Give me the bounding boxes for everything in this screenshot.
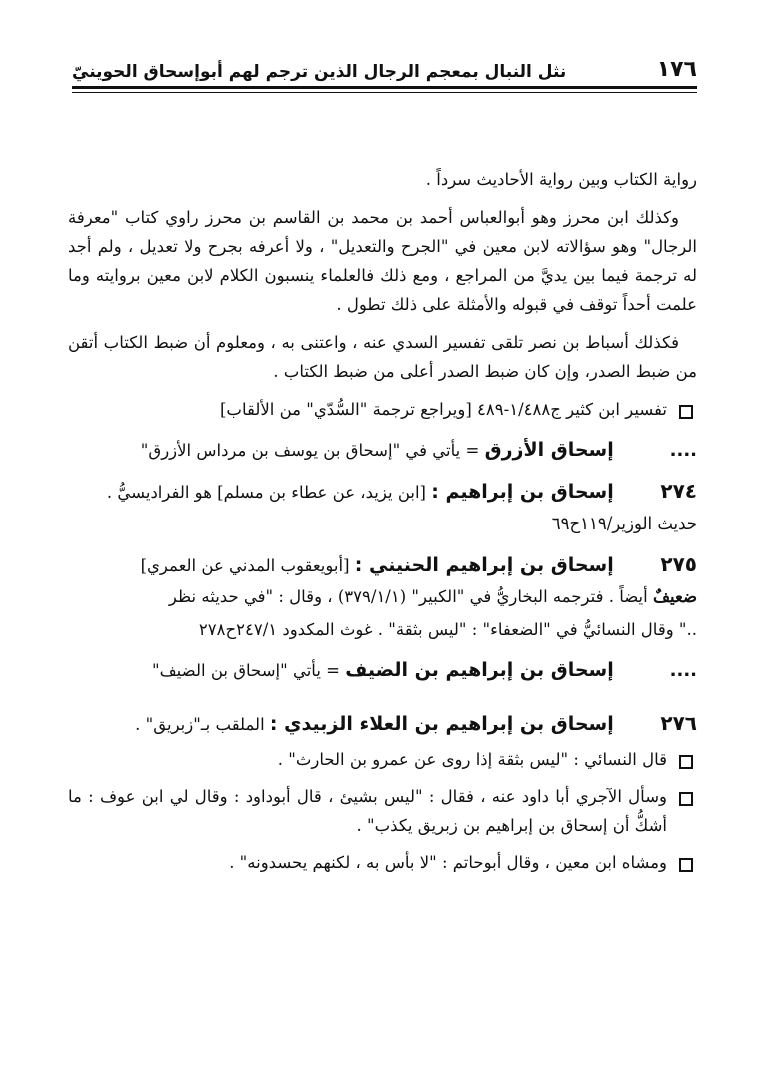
reference-bullet bbox=[68, 395, 697, 424]
biography-entry-276 bbox=[68, 709, 697, 739]
entry-number: ٢٧٤ bbox=[660, 479, 697, 503]
entry-text: [ابن يزيد، عن عطاء بن مسلم] هو الفراديسيُّ . bbox=[106, 483, 426, 502]
running-title: نثل النبال بمعجم الرجال الذين ترجم لهم أبوإسحاق الحوينيّ bbox=[72, 62, 567, 82]
square-bullet-icon bbox=[679, 792, 693, 806]
paragraph: فكذلك أسباط بن نصر تلقى تفسير السدي عنه ، واعتنى به ، ومعلوم أن ضبط الكتاب أتقن من ضبط الصدر، وإن كان ضبط الصدر أعلى من ضبط الكتاب . bbox=[68, 333, 697, 381]
square-bullet-icon bbox=[679, 755, 693, 769]
entry-source: حديث الوزير/١١٩ح٦٩ bbox=[551, 514, 697, 533]
biography-entry-274 bbox=[68, 477, 697, 538]
weak-verdict: ضعيفٌ bbox=[652, 587, 697, 606]
page-header bbox=[72, 42, 697, 82]
entry-name: إسحاق بن إبراهيم بن الضيف bbox=[345, 659, 614, 681]
quote-bullet bbox=[68, 782, 697, 840]
bullet-text: تفسير ابن كثير ج١/٤٨٨-٤٨٩ [ويراجع ترجمة "السُّدّي" من الألقاب] bbox=[220, 400, 667, 419]
entry-text: [أبويعقوب المدني عن العمري] bbox=[140, 556, 350, 575]
entry-name: إسحاق بن إبراهيم الحنيني : bbox=[354, 554, 614, 576]
entry-number: ٢٧٥ bbox=[660, 552, 697, 576]
square-bullet-icon bbox=[679, 405, 693, 419]
cross-reference-entry bbox=[68, 656, 697, 685]
biography-entry-275 bbox=[68, 550, 697, 644]
paragraph: رواية الكتاب وبين رواية الأحاديث سرداً . bbox=[425, 170, 697, 189]
entry-name: إسحاق الأزرق bbox=[484, 439, 614, 461]
page-body bbox=[68, 165, 697, 885]
entry-number: ٢٧٦ bbox=[660, 711, 697, 735]
entry-name: إسحاق بن إبراهيم : bbox=[431, 481, 614, 503]
entry-marker: .... bbox=[669, 440, 697, 461]
bullet-text: ومشاه ابن معين ، وقال أبوحاتم : "لا بأس به ، لكنهم يحسدونه" . bbox=[229, 853, 667, 872]
header-rule-thick bbox=[72, 86, 697, 89]
entry-marker: .... bbox=[669, 660, 697, 681]
quote-bullet bbox=[68, 848, 697, 877]
bullet-text: وسأل الآجري أبا داود عنه ، فقال : "ليس بشيئ ، قال أبوداود : وقال لي ابن عوف : ما أشكُّ أن إسحاق بن إبراهيم بن زبريق يكذب" . bbox=[68, 787, 667, 835]
bullet-text: قال النسائي : "ليس بثقة إذا روى عن عمرو بن الحارث" . bbox=[277, 750, 667, 769]
entry-line: .." وقال النسائيُّ في "الضعفاء" : "ليس بثقة" . غوث المكدود ٢٤٧/١ح٢٧٨ bbox=[198, 620, 697, 639]
entry-text: = يأتي في "إسحاق بن يوسف بن مرداس الأزرق" bbox=[140, 441, 480, 460]
entry-line-text: أيضاً . فترجمه البخاريُّ في "الكبير" (٣٧٩/١/١) ، وقال : "في حديثه نظر bbox=[168, 587, 653, 606]
page-number: ١٧٦ bbox=[656, 57, 697, 82]
square-bullet-icon bbox=[679, 858, 693, 872]
entry-text: = يأتي "إسحاق بن الضيف" bbox=[152, 661, 340, 680]
quote-bullet bbox=[68, 745, 697, 774]
entry-text: الملقب بـ"زبريق" . bbox=[135, 715, 265, 734]
paragraph: وكذلك ابن محرز وهو أبوالعباس أحمد بن محمد بن القاسم بن محرز راوي كتاب "معرفة الرجال" وهو سؤالاته لابن معين في "الجرح والتعديل" ، ولا أعرفه بجرح ولا تعديل ، ولم أجد له ترجمة فيما بين يديَّ من المراجع ، ومع ذلك فالعلماء ينسبون الكلام لابن معين بروايته وما علمت أحداً توقف في قبوله والأمثلة على ذلك تطول . bbox=[68, 208, 697, 314]
cross-reference-entry bbox=[68, 436, 697, 465]
entry-name: إسحاق بن إبراهيم بن العلاء الزبيدي : bbox=[269, 713, 614, 735]
header-rule-thin bbox=[72, 92, 697, 93]
entry-line bbox=[68, 582, 697, 611]
